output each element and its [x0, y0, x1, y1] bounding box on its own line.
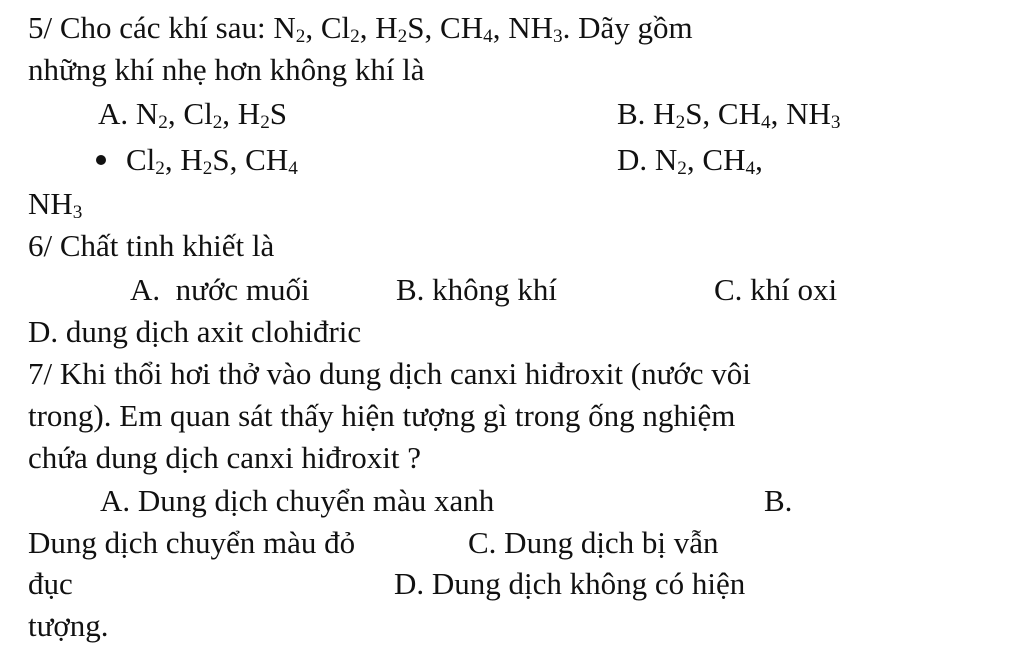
q5-stem-line2: những khí nhẹ hơn không khí là	[28, 52, 425, 87]
q5-stem-text: , NH	[492, 10, 553, 45]
bullet-icon	[96, 155, 106, 165]
option-text: ,	[755, 142, 763, 177]
option-text: , CH	[686, 142, 746, 177]
q6-option-d[interactable]: D. dung dịch axit clohiđric	[28, 314, 362, 349]
q7-stem-line1: 7/ Khi thổi hơi thở vào dung dịch canxi hiđroxit (nước vôi	[28, 356, 751, 391]
option-text: A. N	[98, 96, 159, 131]
q7-option-d[interactable]: D. Dung dịch không có hiện	[394, 566, 746, 601]
subscript: 3	[830, 112, 841, 134]
option-text: , Cl	[167, 96, 213, 131]
option-text: S	[269, 96, 288, 131]
q7-option-b-continued[interactable]: Dung dịch chuyển màu đỏ	[28, 525, 356, 560]
q5-option-a[interactable]	[98, 96, 287, 132]
q5-stem-line1	[28, 10, 693, 46]
q5-option-c[interactable]	[96, 142, 298, 178]
q5-stem-text: S, CH	[407, 10, 484, 45]
subscript: 4	[483, 26, 493, 48]
option-text: NH	[28, 186, 73, 221]
q7-stem-line3: chứa dung dịch canxi hiđroxit ?	[28, 440, 421, 475]
option-text: D. N	[617, 142, 678, 177]
option-text: Cl	[126, 142, 156, 177]
q6-option-a[interactable]: A. nước muối	[130, 272, 310, 307]
subscript: 3	[552, 26, 563, 48]
q7-option-b-label[interactable]: B.	[764, 483, 793, 518]
q7-option-d-continued: tượng.	[28, 608, 109, 643]
q5-option-d-continued	[28, 186, 82, 222]
q5-option-b[interactable]	[617, 96, 841, 132]
subscript: 2	[397, 26, 408, 48]
q7-stem-line2: trong). Em quan sát thấy hiện tượng gì trong ống nghiệm	[28, 398, 736, 433]
q7-option-c[interactable]: C. Dung dịch bị vẫn	[468, 525, 719, 560]
subscript: 3	[72, 202, 83, 224]
q5-stem-text: , Cl	[305, 10, 351, 45]
subscript: 4	[288, 158, 298, 180]
q5-stem-text: , H	[359, 10, 398, 45]
subscript: 2	[295, 26, 306, 48]
subscript: 2	[350, 26, 360, 48]
option-text: S, CH	[212, 142, 289, 177]
subscript: 2	[155, 158, 165, 180]
q7-option-c-continued: đục	[28, 566, 73, 601]
q5-stem-text: . Dãy gồm	[562, 10, 693, 45]
q5-option-d[interactable]	[617, 142, 763, 178]
q7-option-a[interactable]: A. Dung dịch chuyển màu xanh	[100, 483, 495, 518]
option-text: , NH	[770, 96, 831, 131]
option-text: , H	[222, 96, 261, 131]
subscript: 2	[212, 112, 223, 134]
subscript: 2	[202, 158, 213, 180]
subscript: 2	[260, 112, 270, 134]
option-text: , H	[164, 142, 203, 177]
q6-stem: 6/ Chất tinh khiết là	[28, 228, 275, 263]
subscript: 4	[745, 158, 756, 180]
option-text: B. H	[617, 96, 676, 131]
q6-option-b[interactable]: B. không khí	[396, 272, 558, 307]
subscript: 4	[761, 112, 771, 134]
q6-option-c[interactable]: C. khí oxi	[714, 272, 838, 307]
option-text: S, CH	[685, 96, 761, 131]
subscript: 2	[675, 112, 686, 134]
subscript: 2	[158, 112, 168, 134]
q5-stem-text: 5/ Cho các khí sau: N	[28, 10, 296, 45]
subscript: 2	[677, 158, 687, 180]
